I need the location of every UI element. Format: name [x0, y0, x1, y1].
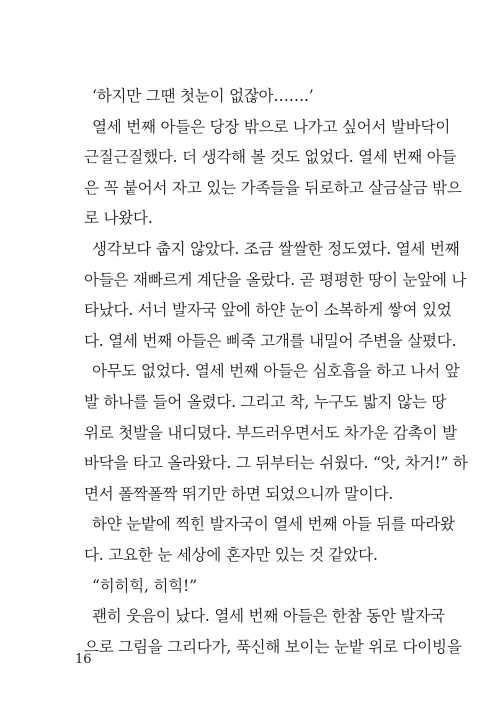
text-line: 로 나왔다. — [84, 209, 153, 228]
body-text — [84, 81, 468, 662]
text-line: ‘하지만 그땐 첫눈이 없잖아…….’ — [92, 87, 314, 105]
text-line: 타났다. 서너 발자국 앞에 하얀 눈이 소복하게 쌓여 있었 — [84, 301, 452, 320]
text-line: “히히힉, 히힉!” — [92, 576, 197, 595]
text-line: 바닥을 타고 올라왔다. 그 뒤부터는 쉬웠다. “앗, 차거!” 하 — [84, 454, 468, 473]
text-line: 괜히 웃음이 났다. 열세 번째 아들은 한참 동안 발자국 — [92, 607, 445, 626]
text-line: 아들은 재빠르게 계단을 올랐다. 곧 평평한 땅이 눈앞에 나 — [84, 270, 467, 289]
text-line: 다. 고요한 눈 세상에 혼자만 있는 것 같았다. — [84, 545, 378, 564]
text-line: 열세 번째 아들은 당장 밖으로 나가고 싶어서 발바닥이 — [92, 117, 451, 136]
text-line: 하얀 눈밭에 찍힌 발자국이 열세 번째 아들 뒤를 따라왔 — [92, 515, 455, 534]
text-line: 생각보다 춥지 않았다. 조금 쌀쌀한 정도였다. 열세 번째 — [92, 239, 460, 258]
text-line: 다. 열세 번째 아들은 삐죽 고개를 내밀어 주변을 살폈다. — [84, 331, 457, 350]
text-line: 면서 폴짝폴짝 뛰기만 하면 되었으니까 말이다. — [84, 484, 394, 503]
text-line: 으로 그림을 그리다가, 푹신해 보이는 눈밭 위로 다이빙을 — [84, 637, 462, 656]
text-line: 근질근질했다. 더 생각해 볼 것도 없었다. 열세 번째 아들 — [84, 148, 457, 167]
text-line: 아무도 없었다. 열세 번째 아들은 심호흡을 하고 나서 앞 — [92, 362, 460, 381]
text-line: 위로 첫발을 내디뎠다. 부드러우면서도 차가운 감촉이 발 — [84, 423, 457, 442]
page-number: 16 — [75, 652, 92, 667]
text-line: 은 꼭 붙어서 자고 있는 가족들을 뒤로하고 살금살금 밖으 — [84, 178, 462, 197]
text-line: 발 하나를 들어 올렸다. 그리고 착, 누구도 밟지 않는 땅 — [84, 392, 447, 411]
